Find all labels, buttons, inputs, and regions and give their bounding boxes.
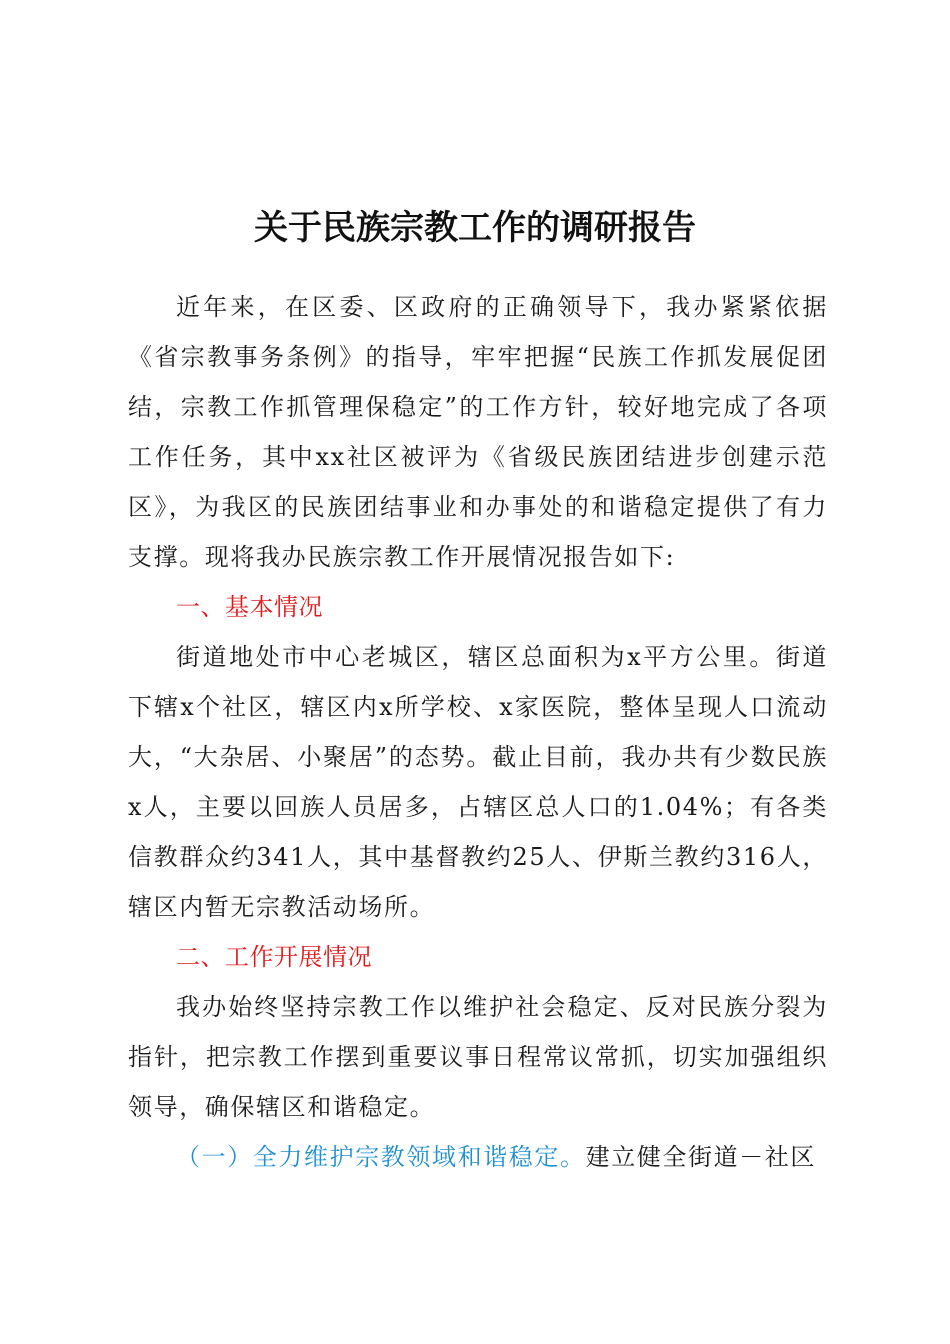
subsection-heading: （一）全力维护宗教领域和谐稳定。 (176, 1143, 586, 1171)
subsection-body: 建立健全街道－社区 (585, 1143, 817, 1171)
work-progress-paragraph: 我办始终坚持宗教工作以维护社会稳定、反对民族分裂为指针，把宗教工作摆到重要议事日程常议常抓，切实加强组织领导，确保辖区和谐稳定。 (128, 993, 828, 1121)
document-title: 关于民族宗教工作的调研报告 (254, 208, 696, 248)
intro-paragraph: 近年来，在区委、区政府的正确领导下，我办紧紧依据《省宗教事务条例》的指导，牢牢把握“民族工作抓发展促团结，宗教工作抓管理保稳定”的工作方针，较好地完成了各项工作任务，其中xx社区被评为《省级民族团结进步创建示范区》，为我区的民族团结事业和办事处的和谐稳定提供了有力支撑。现将我办民族宗教工作开展情况报告如下: (128, 293, 828, 571)
document-body (128, 282, 828, 1182)
subsection-paragraph (128, 1132, 828, 1182)
basic-situation-paragraph: 街道地处市中心老城区，辖区总面积为x平方公里。街道下辖x个社区，辖区内x所学校、x家医院，整体呈现人口流动大，“大杂居、小聚居”的态势。截止目前，我办共有少数民族x人，主要以回族人员居多，占辖区总人口的1.04%；有各类信教群众约341人，其中基督教约25人、伊斯兰教约316人，辖区内暂无宗教活动场所。 (128, 643, 828, 921)
section-heading-work-progress: 二、工作开展情况 (176, 943, 372, 971)
section-heading-basic-situation: 一、基本情况 (176, 593, 323, 621)
